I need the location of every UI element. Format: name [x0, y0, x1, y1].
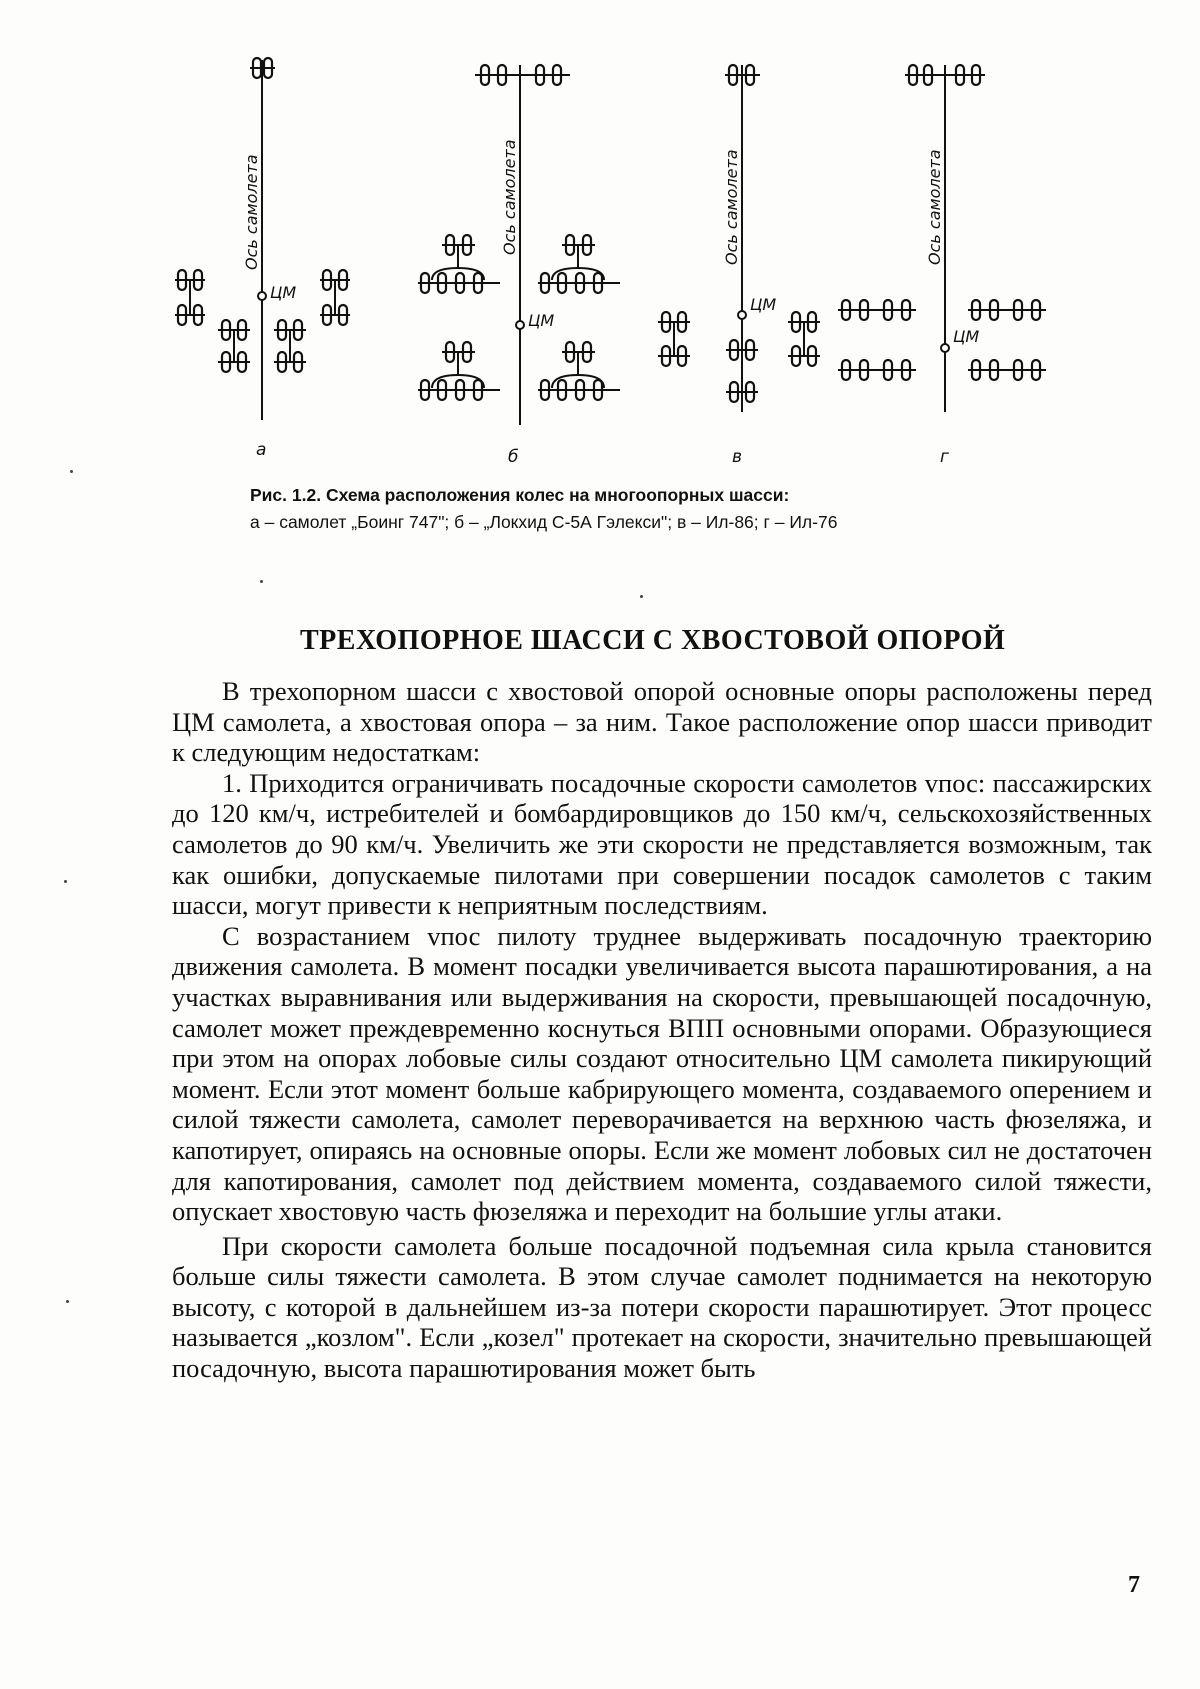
paragraph-4: При скорости самолета больше посадочной подъемная сила крыла становится больше силы тяжести самолета. В этом случае самолет поднимается на некоторую высоту, с которой в дальнейшем из-за потери скорости парашютирует. Этот процесс называется „козлом". Если „козел" протекает на скорости, значительно превышающей посадочную, высота парашютирования может быть	[172, 1230, 1152, 1384]
scan-speck	[70, 470, 73, 473]
panel-label-a: а	[256, 440, 267, 460]
axis-label-b: Ось самолета	[500, 139, 519, 255]
landing-gear-figure	[170, 40, 1150, 480]
panel-c-diagram	[658, 65, 820, 467]
paragraph-3: С возрастанием vпос пилоту труднее выдерживать посадочную траекторию движения самолета. В момент посадки увеличивается высота парашютирования, а на участках выравнивания или выдерживания на скорости, превышающей посадочную, самолет может преждевременно коснуться ВПП основными опорами. Образующиеся при этом на опорах лобовые силы создают относительно ЦМ самолета пикирующий момент. Если этот момент больше кабрирующего момента, создаваемого оперением и силой тяжести самолета, самолет переворачивается на верхнюю часть фюзеляжа, и капотирует, опираясь на основные опоры. Если же момент лобовых сил не достаточен для капотирования, самолет под действием момента, создаваемого силой тяжести, опускает хвостовую часть фюзеляжа и переходит на большие углы атаки.	[172, 920, 1152, 1227]
caption-title: Рис. 1.2. Схема расположения колес на многоопорных шасси:	[250, 485, 790, 505]
landing-gear-diagram	[170, 40, 1150, 480]
scan-speck	[260, 580, 263, 583]
axis-label-a: Ось самолета	[242, 154, 261, 270]
cm-label-b: ЦМ	[528, 311, 555, 330]
page-number: 7	[1128, 1572, 1140, 1598]
cm-label-a: ЦМ	[270, 283, 297, 302]
paragraph-1: В трехопорном шасси с хвостовой опорой основные опоры расположены перед ЦМ самолета, а хвостовая опора – за ним. Такое расположение опор шасси приводит к следующим недостаткам:	[172, 676, 1152, 768]
panel-a-diagram	[175, 58, 350, 460]
section-heading: ТРЕХОПОРНОЕ ШАССИ С ХВОСТОВОЙ ОПОРОЙ	[300, 625, 1006, 656]
axis-label-c: Ось самолета	[722, 149, 741, 265]
scan-speck	[640, 595, 643, 598]
panel-label-b: б	[508, 447, 519, 467]
cm-label-c: ЦМ	[750, 295, 777, 314]
panel-label-c: в	[732, 447, 743, 467]
figure-caption	[250, 482, 1130, 536]
cm-label-d: ЦМ	[953, 327, 980, 346]
body-text	[172, 676, 1152, 1384]
scan-speck	[66, 1300, 69, 1303]
scan-speck	[64, 880, 67, 883]
panel-b-diagram	[418, 65, 620, 467]
caption-items: а – самолет „Боинг 747"; б – „Локхид С-5А Гэлекси"; в – Ил-86; г – Ил-76	[250, 512, 838, 532]
panel-d-diagram	[838, 65, 1046, 467]
panel-label-d: г	[940, 447, 949, 467]
paragraph-2: 1. Приходится ограничивать посадочные скорости самолетов vпос: пассажирских до 120 км/ч, истребителей и бомбардировщиков до 150 км/ч, сельскохозяйственных самолетов до 90 км/ч. Увеличить же эти скорости не представляется возможным, так как ошибки, допускаемые пилотами при совершении посадок самолетов с таким шасси, могут привести к неприятным последствиям.	[172, 767, 1152, 921]
axis-label-d: Ось самолета	[925, 149, 944, 265]
